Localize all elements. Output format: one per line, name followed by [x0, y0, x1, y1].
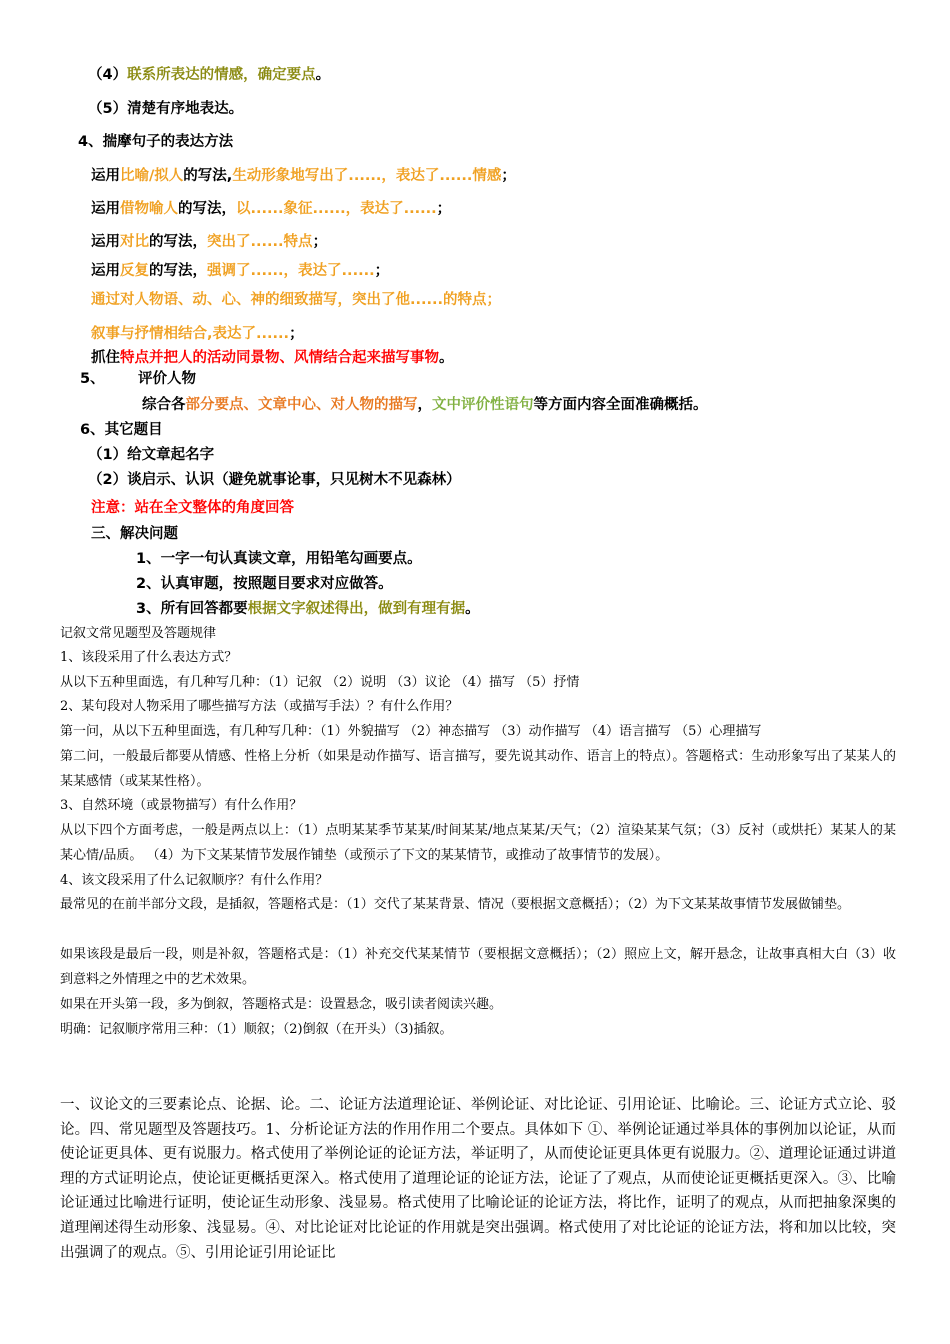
- heading-5-text: 评价人物: [138, 371, 196, 387]
- mid-line-5: 第二问，一般最后都要从情感、性格上分析（如果是动作描写、语言描写，要先说其动作、语言上的特点）。答题格式：生动形象写出了某某人的某某感情（或某某性格）。: [60, 749, 896, 789]
- heading-6: 6、其它题目: [80, 422, 163, 438]
- m4-b: 反复: [120, 263, 149, 279]
- item-4-prefix: （4）: [88, 67, 128, 83]
- h5-c: ，: [417, 397, 432, 413]
- method-6: [91, 325, 304, 343]
- mid-line-1: 1、该段采用了什么表达方式？: [60, 650, 238, 665]
- m3-b: 对比: [120, 234, 149, 250]
- m3-e: ；: [312, 234, 328, 250]
- m7-c: 。: [439, 350, 454, 366]
- item-4-text: 联系所表达的情感，确定要点: [127, 67, 316, 83]
- step-1: 1、一字一句认真读文章，用铅笔勾画要点。: [136, 551, 422, 567]
- mid-line-0: 记叙文常见题型及答题规律: [60, 626, 217, 641]
- m3-a: 运用: [91, 234, 120, 250]
- h5-d: 文中评价性语句: [432, 397, 534, 413]
- m1-a: 运用: [91, 168, 120, 184]
- m2-d: 以......象征......，表达了......: [236, 201, 437, 217]
- method-1: [91, 167, 516, 185]
- m1-d: 生动形象地写出了......，表达了......情感: [232, 168, 502, 184]
- method-4: [91, 262, 389, 280]
- item-6-2: （2）谈启示、认识（避免就事论事，只见树木不见森林）: [88, 472, 461, 488]
- method-5: 通过对人物语、动、心、神的细致描写，突出了他......的特点；: [91, 292, 502, 308]
- argument-paragraph: 一、议论文的三要素论点、论据、论。二、论证方法道理论证、举例论证、对比论证、引用论证、比喻论。三、论证方式立论、驳论。四、常见题型及答题技巧。1、分析论证方法的作用作用二个要点。具体如下 ①、举例论证通过举具体的事例加以论证，从而使论证更具体、更有说服力。格式使用了举例论证的论证方法，举证明了，从而使论证更具体更有说服力。②、道理论证通过讲道理的方式证明论点，使论证更概括更深入。格式使用了道理论证的论证方法，论证了了观点，从而使论证更概括更深入。③、比喻论证通过比喻进行证明，使论证生动形象、浅显易。格式使用了比喻论证的论证方法，将比作，证明了的观点，从而把抽象深奥的道理阐述得生动形象、浅显易。④、对比论证对比论证的作用就是突出强调。格式使用了对比论证的论证方法，将和加以比较，突出强调了的观点。⑤、引用论证引用论证比: [60, 1097, 896, 1261]
- note: 注意：站在全文整体的角度回答: [91, 500, 294, 516]
- m7-a: 抓住: [91, 350, 120, 366]
- mid-line-6: 3、自然环境（或景物描写）有什么作用？: [60, 798, 303, 813]
- m7-b: 特点并把人的活动同景物、风情结合起来描写事物: [120, 350, 439, 366]
- m1-e: ；: [501, 168, 516, 184]
- m6-e: ；: [289, 326, 304, 342]
- m4-a: 运用: [91, 263, 120, 279]
- h5-b: 部分要点、文章中心、对人物的描写: [185, 397, 418, 413]
- s3-3-c: 。: [465, 601, 480, 617]
- m2-e: ；: [436, 201, 452, 217]
- mid-line-3: 2、某句段对人物采用了哪些描写方法（或描写手法）？有什么作用？: [60, 699, 459, 714]
- mid-line-7: 从以下四个方面考虑，一般是两点以上：（1）点明某某季节某某/时间某某/地点某某/天气；（2）渲染某某气氛；（3）反衬（或烘托）某某人的某某心情/品质。 （4）为下文某某情节发展作铺垫（或预示了下文的某某情节，或推动了故事情节的发展）。: [60, 823, 896, 863]
- item-4-end: 。: [315, 67, 331, 83]
- item-4: [88, 66, 330, 84]
- m6-a: 叙事与抒情相结合,表达了......: [91, 326, 290, 342]
- m2-b: 借物喻人: [120, 201, 178, 217]
- method-3: [91, 233, 327, 251]
- mid-line-12: 明确：记叙顺序常用三种：（1）顺叙；（2)倒叙（在开头）（3)插叙。: [60, 1022, 453, 1037]
- m3-d: 突出了......特点: [207, 234, 313, 250]
- mid-line-4: 第一问，从以下五种里面选，有几种写几种：（1）外貌描写 （2）神态描写 （3）动作描写 （4）语言描写 （5）心理描写: [60, 724, 762, 739]
- heading-5-num: 5、: [80, 371, 105, 387]
- m4-d: 强调了......，表达了......: [207, 263, 375, 279]
- m2-c: 的写法，: [178, 201, 236, 217]
- heading-4: 4、揣摩句子的表达方法: [78, 134, 234, 150]
- m2-a: 运用: [91, 201, 120, 217]
- m1-c: 的写法,: [183, 168, 233, 184]
- m4-c: 的写法，: [149, 263, 207, 279]
- s3-3-a: 3、所有回答都要: [136, 601, 248, 617]
- heading-5-body: [142, 396, 708, 414]
- item-6-1: （1）给文章起名字: [88, 447, 215, 463]
- heading-three: 三、解决问题: [91, 526, 178, 542]
- mid-line-9: 最常见的在前半部分文段，是插叙，答题格式是：（1）交代了某某背景、情况（要根据文意概括）；（2）为下文某某故事情节发展做铺垫。: [60, 897, 851, 912]
- method-7: [91, 349, 454, 367]
- mid-line-10: 如果该段是最后一段，则是补叙，答题格式是：（1）补充交代某某情节（要根据文意概括）；（2）照应上文，解开悬念，让故事真相大白（3）收到意料之外情理之中的艺术效果。: [60, 947, 896, 987]
- m4-e: ；: [374, 263, 390, 279]
- step-3: [136, 600, 480, 618]
- s3-3-b: 根据文字叙述得出，做到有理有据: [247, 601, 466, 617]
- step-2: 2、认真审题，按照题目要求对应做答。: [136, 576, 393, 592]
- h5-e: 等方面内容全面准确概括。: [533, 397, 708, 413]
- mid-line-11: 如果在开头第一段，多为倒叙，答题格式是：设置悬念，吸引读者阅读兴趣。: [60, 997, 503, 1012]
- m3-c: 的写法，: [149, 234, 207, 250]
- h5-a: 综合各: [142, 397, 186, 413]
- item-5: （5）清楚有序地表达。: [88, 101, 244, 117]
- mid-line-8: 4、该文段采用了什么记叙顺序？有什么作用？: [60, 873, 329, 888]
- method-2: [91, 200, 451, 218]
- m1-b: 比喻/拟人: [120, 168, 184, 184]
- mid-line-2: 从以下五种里面选，有几种写几种：（1）记叙 （2）说明 （3）议论 （4）描写 （5）抒情: [60, 675, 580, 690]
